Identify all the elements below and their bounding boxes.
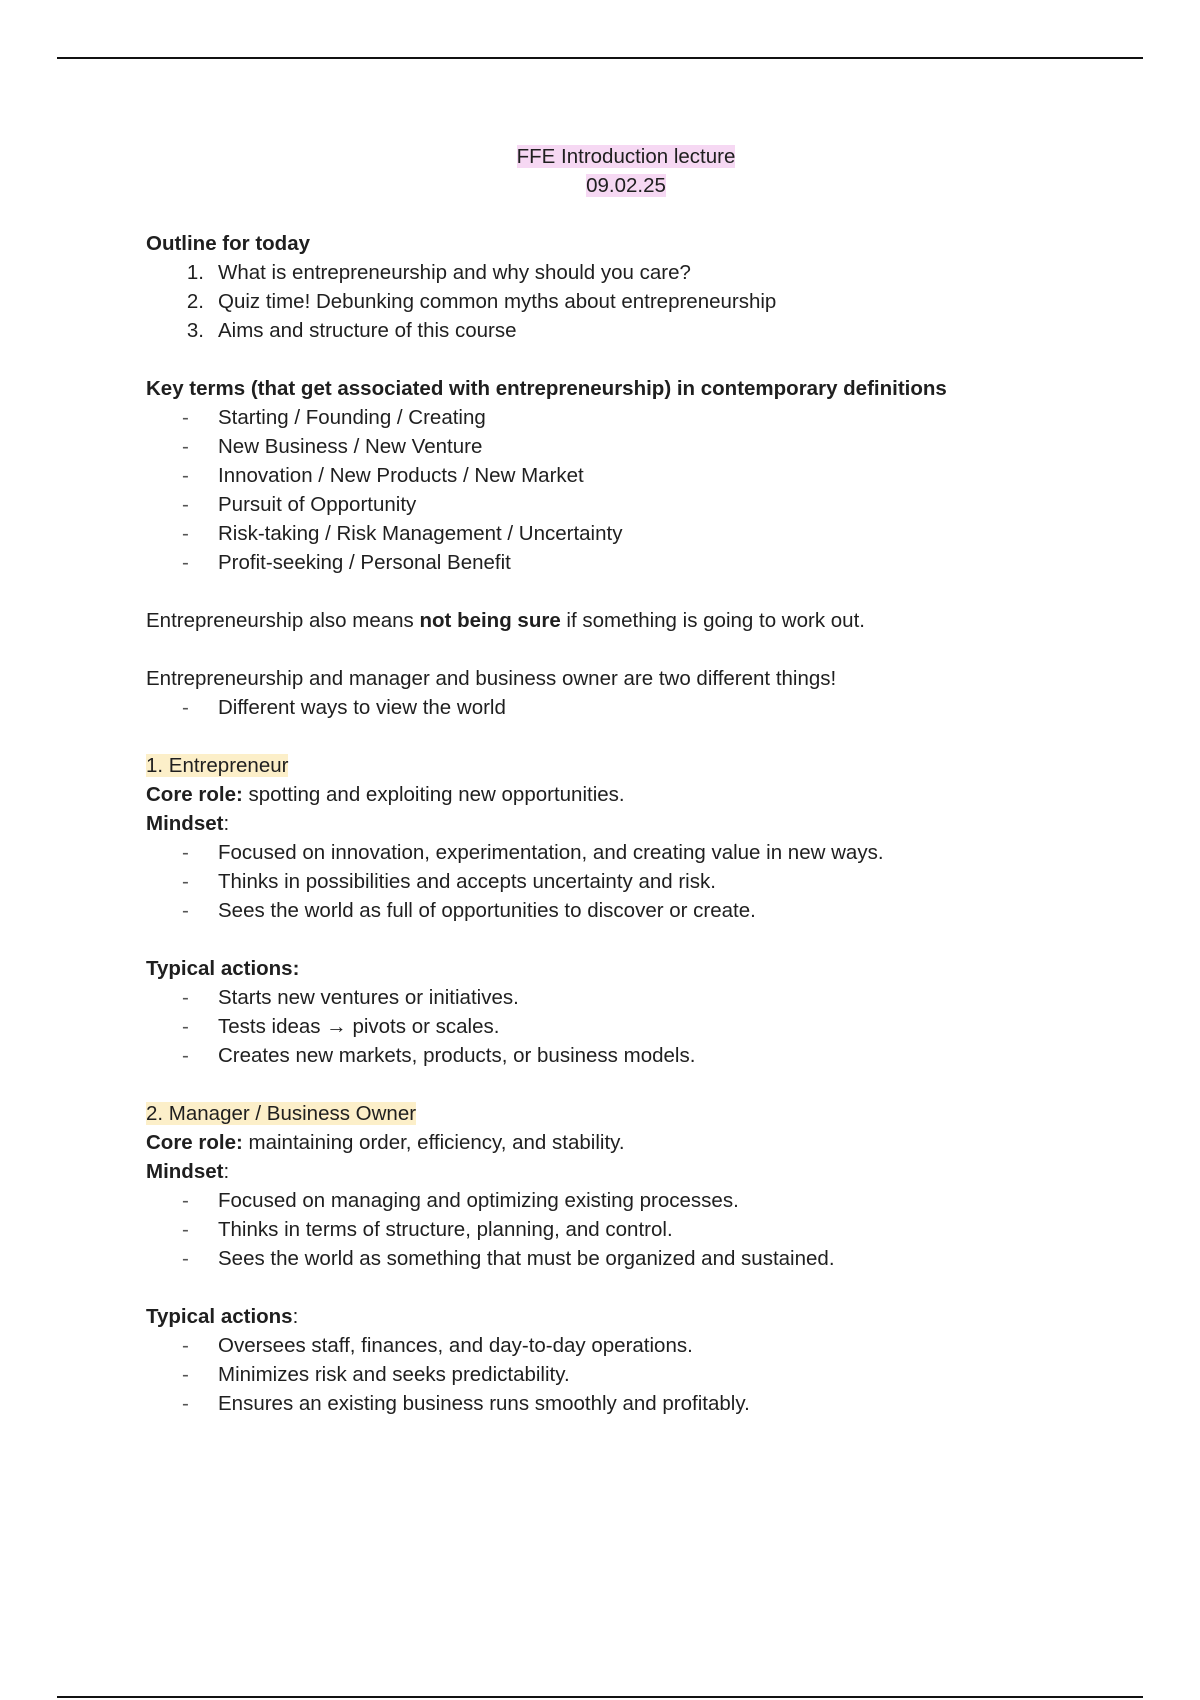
document-page: [146, 142, 1106, 1418]
list-item: - Risk-taking / Risk Management / Uncertainty: [182, 522, 623, 545]
entrepreneur-title: 1. Entrepreneur: [146, 754, 289, 777]
key-terms-heading: Key terms (that get associated with entrepreneurship) in contemporary definitions: [146, 377, 947, 400]
lecture-title: FFE Introduction lecture: [516, 145, 736, 168]
list-item: 1. What is entrepreneurship and why should you care?: [186, 261, 691, 284]
outline-heading: Outline for today: [146, 232, 310, 255]
list-item: - Sees the world as full of opportunities to discover or create.: [182, 899, 756, 922]
list-item: - Focused on innovation, experimentation, and creating value in new ways.: [182, 841, 884, 864]
list-item: - Creates new markets, products, or business models.: [182, 1044, 696, 1067]
list-item: - Starting / Founding / Creating: [182, 406, 486, 429]
lecture-header: [146, 142, 1106, 200]
list-item: - Oversees staff, finances, and day-to-day operations.: [182, 1334, 693, 1357]
list-item: - Thinks in terms of structure, planning, and control.: [182, 1218, 673, 1241]
list-item: - Starts new ventures or initiatives.: [182, 986, 519, 1009]
lecture-date: 09.02.25: [586, 174, 666, 197]
entrepreneur-mindset-list: [146, 838, 1106, 925]
manager-actions-label: Typical actions:: [146, 1305, 299, 1328]
list-item: - Profit-seeking / Personal Benefit: [182, 551, 511, 574]
manager-section: [146, 1099, 1106, 1418]
manager-mindset-list: [146, 1186, 1106, 1273]
entrepreneur-mindset-label: Mindset:: [146, 812, 230, 835]
footer-rule: [57, 1696, 1143, 1698]
entrepreneur-core-role: Core role: spotting and exploiting new opportunities.: [146, 783, 625, 806]
manager-actions-list: [146, 1331, 1106, 1418]
difference-list: [146, 693, 1106, 722]
list-item: - Different ways to view the world: [182, 696, 506, 719]
list-item: - Sees the world as something that must be organized and sustained.: [182, 1247, 835, 1270]
list-item: - Ensures an existing business runs smoothly and profitably.: [182, 1392, 750, 1415]
difference-statement: Entrepreneurship and manager and business owner are two different things!: [146, 667, 837, 690]
list-item: - Tests ideas → pivots or scales.: [182, 1015, 500, 1038]
list-item: 2. Quiz time! Debunking common myths about entrepreneurship: [186, 290, 777, 313]
header-rule: [57, 57, 1143, 59]
manager-mindset-label: Mindset:: [146, 1160, 230, 1183]
uncertainty-statement: Entrepreneurship also means not being sure if something is going to work out.: [146, 609, 865, 632]
manager-core-role: Core role: maintaining order, efficiency, and stability.: [146, 1131, 625, 1154]
list-item: 3. Aims and structure of this course: [186, 319, 517, 342]
list-item: - Minimizes risk and seeks predictability.: [182, 1363, 570, 1386]
list-item: - Thinks in possibilities and accepts uncertainty and risk.: [182, 870, 716, 893]
outline-list: [146, 258, 1106, 345]
list-item: - New Business / New Venture: [182, 435, 483, 458]
manager-title: 2. Manager / Business Owner: [146, 1102, 417, 1125]
entrepreneur-actions-label: Typical actions:: [146, 957, 300, 980]
entrepreneur-actions-list: [146, 983, 1106, 1070]
key-terms-list: [146, 403, 1106, 577]
list-item: - Focused on managing and optimizing existing processes.: [182, 1189, 739, 1212]
list-item: - Pursuit of Opportunity: [182, 493, 417, 516]
entrepreneur-section: [146, 751, 1106, 1070]
list-item: - Innovation / New Products / New Market: [182, 464, 584, 487]
